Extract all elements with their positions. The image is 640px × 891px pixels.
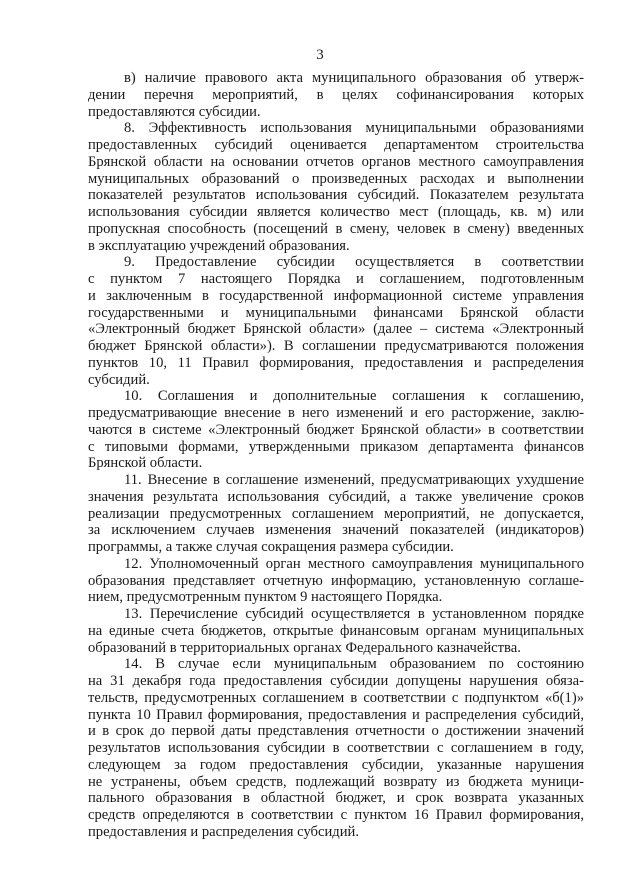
text-line: «Электронный бюджет Брянской области» (далее – система «Электронный — [88, 321, 584, 338]
text-line: образования представляет отчетную информацию, установленную соглаше- — [88, 572, 584, 589]
text-line: предоставления и распределения субсидий. — [88, 823, 359, 840]
text-line: с пунктом 7 настоящего Порядка и соглашением, подготовленным — [88, 271, 584, 287]
text-line: пунктов 10, 11 Правил формирования, предоставления и распределения — [88, 354, 584, 371]
text-line: Брянской области на основании отчетов органов местного самоуправления — [88, 153, 584, 170]
text-line: средств определяются в соответствии с пунктом 16 Правил формирования, — [88, 807, 584, 823]
text-line: 12. Уполномоченный орган местного самоуправления муниципального — [124, 555, 584, 572]
text-line: и заключенным в государственной информационной системе управления — [88, 287, 584, 304]
text-line: результатов использования субсидии в соответствии с соглашением в году, — [88, 740, 584, 756]
text-line: 9. Предоставление субсидии осуществляется в соответствии — [124, 254, 584, 271]
text-line: образований в территориальных органах Федерального казначейства. — [88, 639, 521, 656]
text-line: 8. Эффективность использования муниципальными образованиями — [124, 120, 584, 137]
text-line: на единые счета бюджетов, открытые финансовым органам муниципальных — [88, 622, 584, 639]
text-line: 11. Внесение в соглашение изменений, предусматривающих ухудшение — [124, 472, 584, 488]
text-line: значения результата использования субсидий, а также увеличение сроков — [88, 488, 584, 505]
text-line: в) наличие правового акта муниципального образования об утверж- — [124, 70, 584, 86]
text-line: предоставленных субсидий оценивается департаментом строительства — [88, 137, 584, 153]
text-line: следующем за годом предоставления субсидии, указанные нарушения — [88, 756, 584, 773]
text-line: пального образования в областной бюджет, и срок возврата указанных — [88, 790, 584, 807]
text-line: муниципальных образований о произведенных расходах и выполнении — [88, 170, 584, 187]
text-line: 13. Перечисление субсидий осуществляется в установленном порядке — [124, 606, 584, 622]
text-line: реализации предусмотренных соглашением мероприятий, не допускается, — [88, 505, 584, 522]
text-line: дении перечня мероприятий, в целях софинансирования которых — [88, 86, 584, 103]
text-line: в эксплуатацию учреждений образования. — [88, 237, 350, 254]
text-line: использования субсидии является количество мест (площадь, кв. м) или — [88, 204, 584, 220]
text-line: 14. В случае если муниципальным образованием по состоянию — [124, 656, 584, 673]
page-number: 3 — [316, 47, 324, 63]
text-line: чаются в системе «Электронный бюджет Брянской области» в соответствии — [88, 421, 584, 438]
text-line: показателей результатов использования субсидий. Показателем результата — [88, 187, 584, 204]
text-line: пропускная способность (посещений в смену, человек в смену) введенных — [88, 220, 584, 237]
text-line: программы, а также случая сокращения размера субсидии. — [88, 539, 454, 555]
text-line: и в срок до первой даты представления отчетности о достижении значений — [88, 723, 584, 740]
text-line: бюджет Брянской области»). В соглашении предусматриваются положения — [88, 338, 584, 354]
text-line: не устранены, объем средств, подлежащий возврату из бюджета муници- — [88, 773, 584, 790]
text-line: Брянской области. — [88, 455, 203, 472]
text-line: субсидий. — [88, 371, 150, 388]
text-line: государственными и муниципальными финансами Брянской области — [88, 304, 584, 321]
text-line: на 31 декабря года предоставления субсидии допущены нарушения обяза- — [88, 673, 584, 689]
text-line: с типовыми формами, утвержденными приказом департамента финансов — [88, 438, 584, 455]
text-line: за исключением случаев изменения значений показателей (индикаторов) — [88, 522, 584, 539]
text-line: предусматривающие внесение в него изменений и его расторжение, заклю- — [88, 405, 584, 421]
text-line: пункта 10 Правил формирования, предоставления и распределения субсидий, — [88, 706, 584, 723]
document-body — [88, 70, 584, 841]
text-line: тельств, предусмотренных соглашением в соответствии с подпунктом «б(1)» — [88, 689, 584, 706]
text-line: предоставляются субсидии. — [88, 103, 261, 120]
text-line: нием, предусмотренным пунктом 9 настоящего Порядка. — [88, 589, 443, 606]
text-line: 10. Соглашения и дополнительные соглашения к соглашению, — [124, 388, 584, 405]
